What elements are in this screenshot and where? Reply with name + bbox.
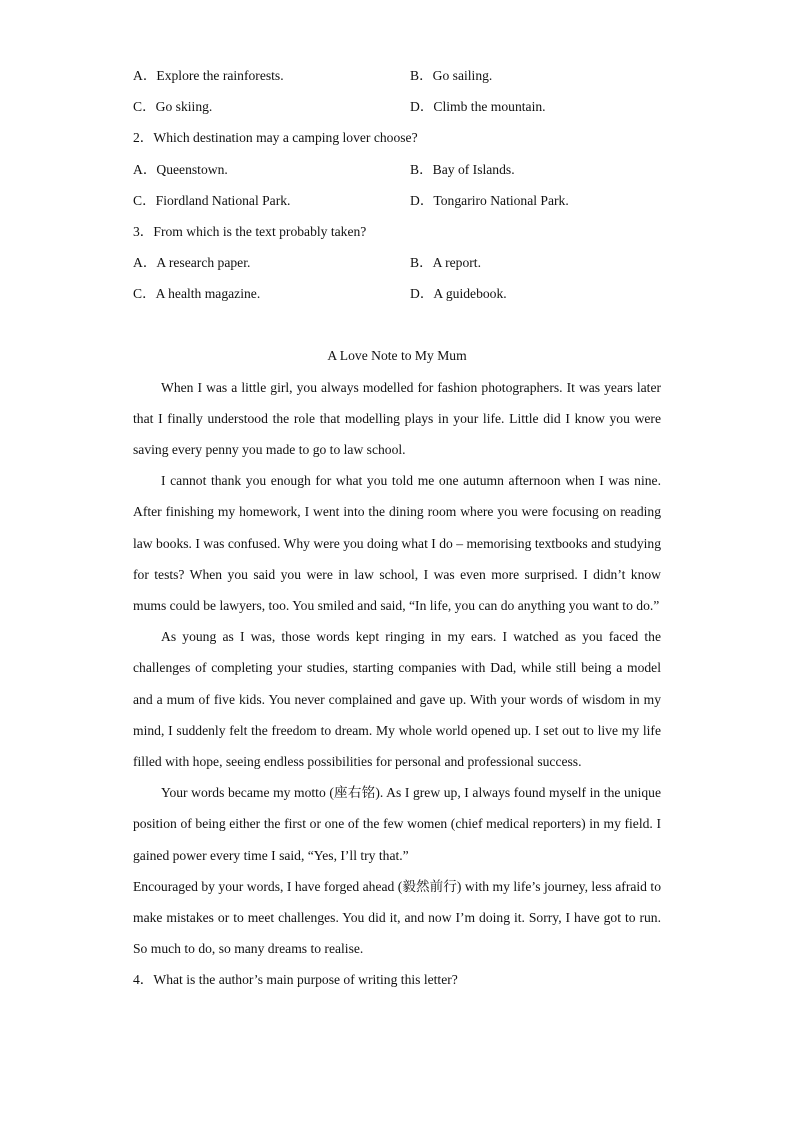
passage-paragraph-3: As young as I was, those words kept ringing in my ears. I watched as you faced the challenges of completing your studies, starting companies with Dad, while still being a model and a mum of five kids. You never complained and gave up. With your words of wisdom in my mind, I suddenly felt the freedom to dream. My whole world opened up. I set out to live my life filled with hope, seeing endless possibilities for personal and professional success.	[133, 629, 661, 769]
q2-option-a[interactable]: A．Queenstown.	[133, 161, 228, 177]
passage-paragraph-5: Encouraged by your words, I have forged ahead (毅然前行) with my life’s journey, less afraid to make mistakes or to meet challenges. You did it, and now I’m doing it. Sorry, I have got to run. So much to do, so many dreams to realise.	[133, 878, 661, 957]
section-gap	[133, 310, 661, 342]
q2-options-row-2	[133, 185, 661, 216]
q1-option-c[interactable]: C．Go skiing.	[133, 99, 213, 115]
q2-options-row-1	[133, 154, 661, 185]
passage-paragraph-1: When I was a little girl, you always modelled for fashion photographers. It was years later that I finally understood the role that modelling plays in your life. Little did I know you were saving every penny you made to go to law school.	[133, 379, 661, 457]
q1-options-row-2	[133, 91, 661, 122]
q1-option-a[interactable]: A．Explore the rainforests.	[133, 68, 284, 83]
passage-paragraph-4: Your words became my motto (座右铭). As I grew up, I always found myself in the unique position of being either the first or one of the few women (chief medical reporters) in my field. I gained power every time I said, “Yes, I’ll try that.”	[133, 785, 661, 863]
q3-options-row-1	[133, 247, 661, 278]
passage-paragraph-2: I cannot thank you enough for what you told me one autumn afternoon when I was nine. After finishing my homework, I went into the dining room where you were focusing on reading law books. I was confused. Why were you doing what I do – memorising textbooks and studying for tests? When you said you were in law school, I was even more surprised. I didn’t know mums could be lawyers, too. You smiled and said, “In life, you can do anything you want to do.”	[133, 473, 661, 613]
q2-option-d[interactable]: D．Tongariro National Park.	[410, 192, 569, 208]
q1-options-row-1	[133, 60, 661, 91]
q1-option-b[interactable]: B．Go sailing.	[410, 68, 493, 83]
question-3: 3．From which is the text probably taken?	[133, 223, 367, 239]
q3-option-c[interactable]: C．A health magazine.	[133, 286, 261, 302]
q2-option-c[interactable]: C．Fiordland National Park.	[133, 192, 291, 208]
q3-option-d[interactable]: D．A guidebook.	[410, 286, 507, 302]
exam-page	[133, 60, 661, 996]
q2-option-b[interactable]: B．Bay of Islands.	[410, 161, 515, 177]
q3-option-b[interactable]: B．A report.	[410, 255, 481, 271]
passage-title: A Love Note to My Mum	[327, 347, 467, 363]
question-4: 4．What is the author’s main purpose of writing this letter?	[133, 972, 458, 988]
q3-option-a[interactable]: A．A research paper.	[133, 255, 251, 271]
q1-option-d[interactable]: D．Climb the mountain.	[410, 99, 546, 115]
q3-options-row-2	[133, 278, 661, 309]
question-2: 2．Which destination may a camping lover choose?	[133, 130, 418, 146]
